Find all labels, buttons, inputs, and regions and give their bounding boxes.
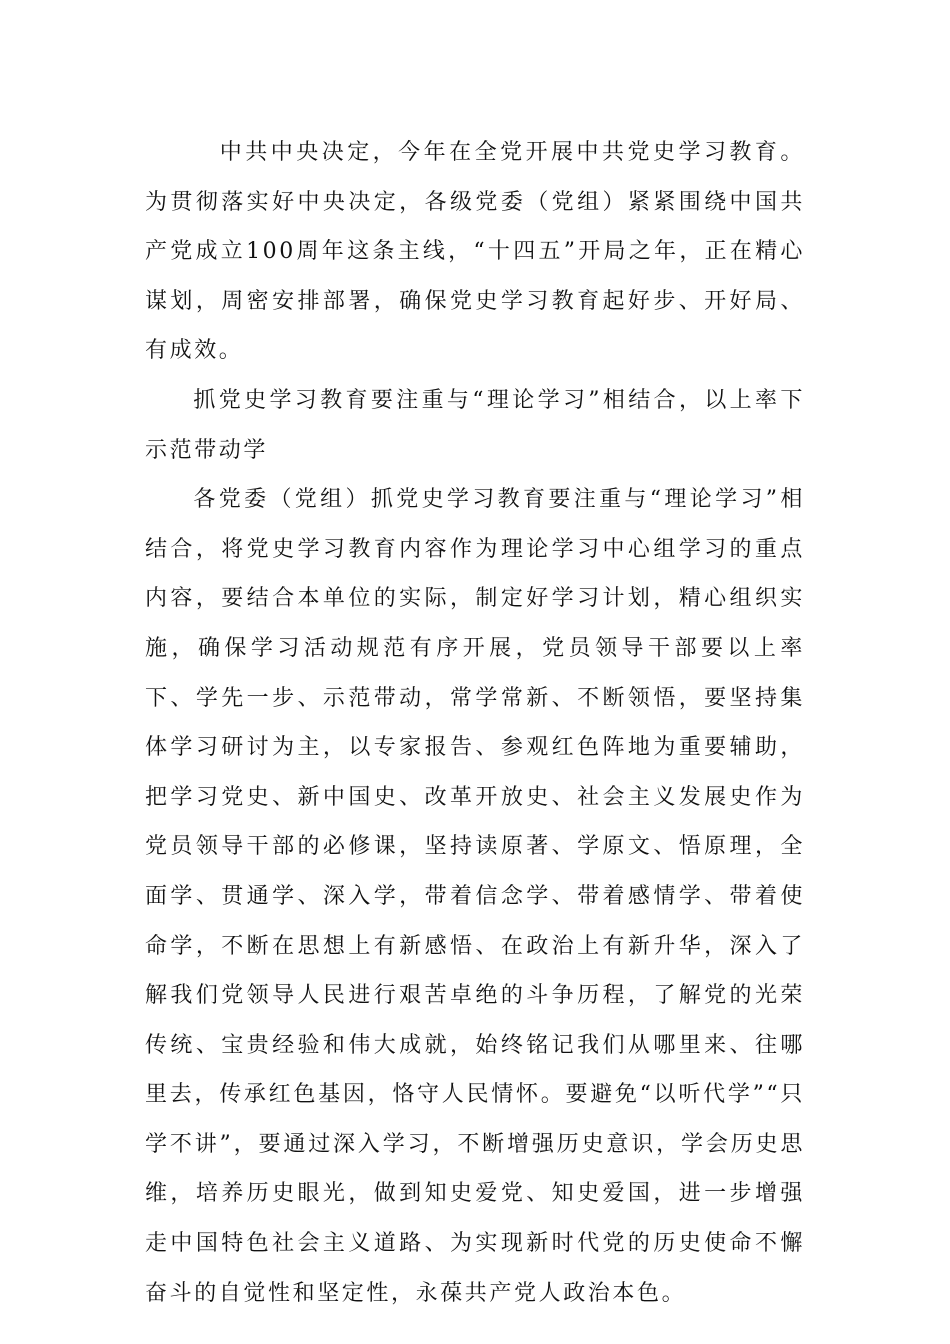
paragraph-intro: 中共中央决定，今年在全党开展中共党史学习教育。为贯彻落实好中央决定，各级党委（党组）紧紧围绕中国共产党成立100周年这条主线，“十四五”开局之年，正在精心谋划，周密安排部署，确保党史学习教育起好步、开好局、有成效。 — [145, 140, 805, 364]
section-heading: 抓党史学习教育要注重与“理论学习”相结合，以上率下示范带动学 — [145, 387, 805, 463]
paragraph-body: 各党委（党组）抓党史学习教育要注重与“理论学习”相结合，将党史学习教育内容作为理论学习中心组学习的重点内容，要结合本单位的实际，制定好学习计划，精心组织实施，确保学习活动规范有序开展，党员领导干部要以上率下、学先一步、示范带动，常学常新、不断领悟，要坚持集体学习研讨为主，以专家报告、参观红色阵地为重要辅助，把学习党史、新中国史、改革开放史、社会主义发展史作为党员领导干部的必修课，坚持读原著、学原文、悟原理，全面学、贯通学、深入学，带着信念学、带着感情学、带着使命学，不断在思想上有新感悟、在政治上有新升华，深入了解我们党领导人民进行艰苦卓绝的斗争历程，了解党的光荣传统、宝贵经验和伟大成就，始终铭记我们从哪里来、往哪里去，传承红色基因，恪守人民情怀。要避免“以听代学”“只学不讲”，要通过深入学习，不断增强历史意识，学会历史思维，培养历史眼光，做到知史爱党、知史爱国，进一步增强走中国特色社会主义道路、为实现新时代党的历史使命不懈奋斗的自觉性和坚定性，永葆共产党人政治本色。 — [145, 487, 805, 1306]
document-body — [145, 128, 805, 1318]
